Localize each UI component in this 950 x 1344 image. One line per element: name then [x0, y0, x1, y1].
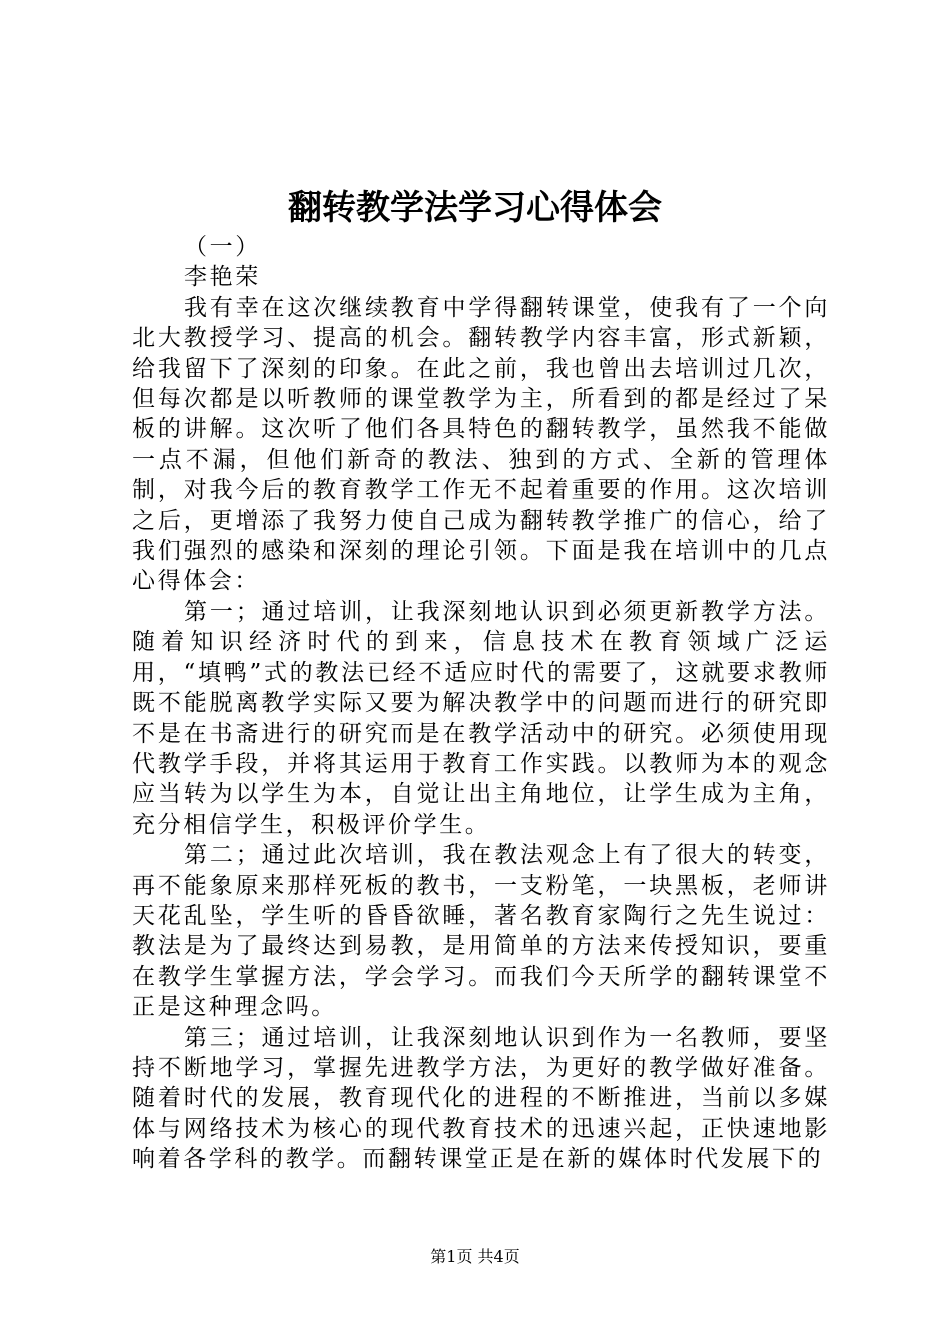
body-paragraph: 我有幸在这次继续教育中学得翻转课堂，使我有了一个向北大教授学习、提高的机会。翻转教学内容丰富，形式新颖，给我留下了深刻的印象。在此之前，我也曾出去培训过几次，但每次都是以听教师的课堂教学为主，所看到的都是经过了呆板的讲解。这次听了他们各具特色的翻转教学，虽然我不能做一点不漏，但他们新奇的教法、独到的方式、全新的管理体制，对我今后的教育教学工作无不起着重要的作用。这次培训之后，更增添了我努力使自己成为翻转教学推广的信心，给了我们强烈的感染和深刻的理论引领。下面是我在培训中的几点心得体会：	[132, 294, 830, 595]
author-name: 李艳荣	[184, 264, 261, 291]
document-title: 翻转教学法学习心得体会	[288, 188, 662, 228]
section-label: （一）	[184, 234, 261, 260]
document-body	[132, 232, 830, 1175]
body-paragraph: 第二；通过此次培训，我在教法观念上有了很大的转变，再不能象原来那样死板的教书，一支粉笔，一块黑板，老师讲天花乱坠，学生听的昏昏欲睡，著名教育家陶行之先生说过：教法是为了最终达到易教，是用简单的方法来传授知识，要重在教学生掌握方法，学会学习。而我们今天所学的翻转课堂不正是这种理念吗。	[132, 842, 830, 1021]
body-paragraph: 第一；通过培训，让我深刻地认识到必须更新教学方法。随着知识经济时代的到来，信息技术在教育领域广泛运用，“填鸭”式的教法已经不适应时代的需要了，这就要求教师既不能脱离教学实际又要为解决教学中的问题而进行的研究即不是在书斋进行的研究而是在教学活动中的研究。必须使用现代教学手段，并将其运用于教育工作实践。以教师为本的观念应当转为以学生为本，自觉让出主角地位，让学生成为主角，充分相信学生，积极评价学生。	[132, 598, 830, 838]
body-paragraph: 第三；通过培训，让我深刻地认识到作为一名教师，要坚持不断地学习，掌握先进教学方法，为更好的教学做好准备。随着时代的发展，教育现代化的进程的不断推进，当前以多媒体与网络技术为核心的现代教育技术的迅速兴起，正快速地影响着各学科的教学。而翻转课堂正是在新的媒体时代发展下的	[132, 1024, 830, 1173]
page-footer: 第1页 共4页	[430, 1247, 520, 1266]
